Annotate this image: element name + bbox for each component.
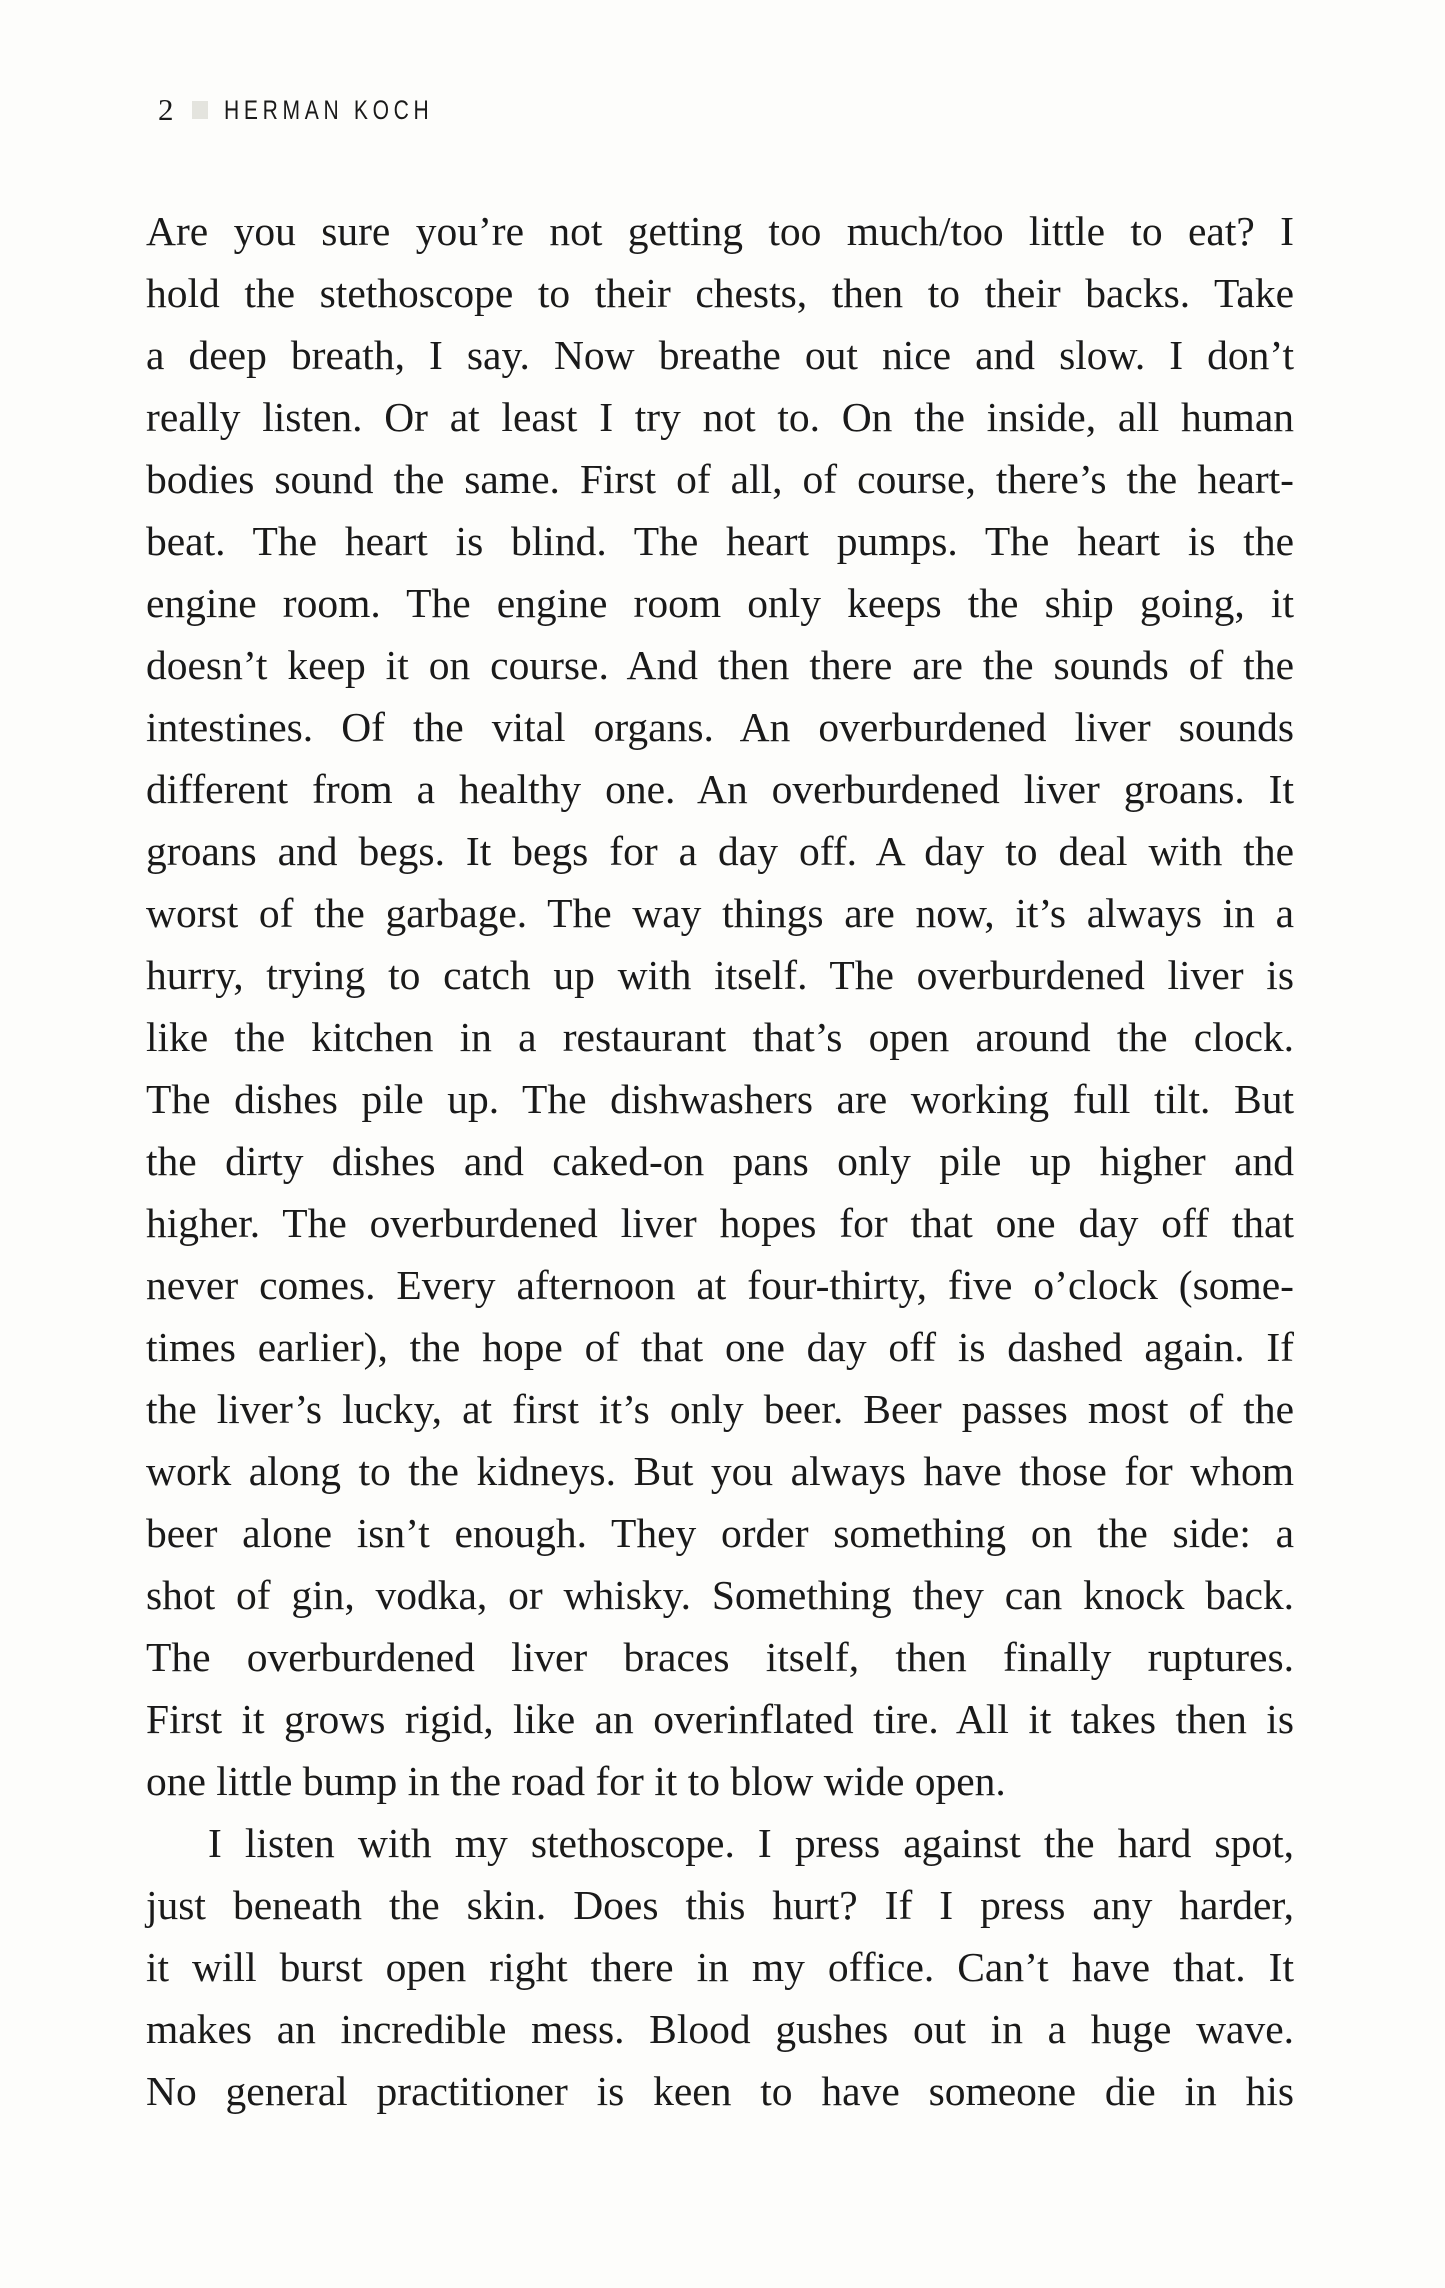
body-text xyxy=(146,200,1294,2122)
text-line: No general practitioner is keen to have someone die in his xyxy=(146,2068,1294,2114)
text-line: shot of gin, vodka, or whisky. Something they can knock back. xyxy=(146,1572,1294,1618)
text-line: one little bump in the road for it to blow wide open. xyxy=(146,1758,1006,1804)
ornament-square-icon xyxy=(192,101,208,119)
text-line: the dirty dishes and caked-on pans only pile up higher and xyxy=(146,1138,1294,1184)
text-line: a deep breath, I say. Now breathe out nice and slow. I don’t xyxy=(146,332,1294,378)
text-line: work along to the kidneys. But you always have those for whom xyxy=(146,1448,1294,1494)
text-line: really listen. Or at least I try not to. On the inside, all human xyxy=(146,394,1294,440)
text-line: groans and begs. It begs for a day off. A day to deal with the xyxy=(146,828,1294,874)
paragraph xyxy=(146,200,1294,1812)
text-line: worst of the garbage. The way things are now, it’s always in a xyxy=(146,890,1294,936)
text-line: beat. The heart is blind. The heart pumps. The heart is the xyxy=(146,518,1294,564)
text-line: engine room. The engine room only keeps the ship going, it xyxy=(146,580,1294,626)
text-line: like the kitchen in a restaurant that’s open around the clock. xyxy=(146,1014,1294,1060)
text-line: intestines. Of the vital organs. An overburdened liver sounds xyxy=(146,704,1294,750)
text-line: higher. The overburdened liver hopes for that one day off that xyxy=(146,1200,1294,1246)
text-line: the liver’s lucky, at first it’s only beer. Beer passes most of the xyxy=(146,1386,1294,1432)
text-line: I listen with my stethoscope. I press against the hard spot, xyxy=(208,1820,1294,1866)
text-line: bodies sound the same. First of all, of course, there’s the heart- xyxy=(146,456,1294,502)
text-line: it will burst open right there in my office. Can’t have that. It xyxy=(146,1944,1294,1990)
text-line: times earlier), the hope of that one day off is dashed again. If xyxy=(146,1324,1294,1370)
text-line: doesn’t keep it on course. And then there are the sounds of the xyxy=(146,642,1294,688)
running-head xyxy=(158,90,492,130)
text-line: different from a healthy one. An overburdened liver groans. It xyxy=(146,766,1294,812)
text-line: Are you sure you’re not getting too much/too little to eat? I xyxy=(146,208,1294,254)
paragraph xyxy=(146,1812,1294,2122)
text-line: The overburdened liver braces itself, then finally ruptures. xyxy=(146,1634,1294,1680)
text-line: The dishes pile up. The dishwashers are working full tilt. But xyxy=(146,1076,1294,1122)
text-line: beer alone isn’t enough. They order something on the side: a xyxy=(146,1510,1294,1556)
text-line: makes an incredible mess. Blood gushes out in a huge wave. xyxy=(146,2006,1294,2052)
page-number: 2 xyxy=(158,92,174,127)
text-line: just beneath the skin. Does this hurt? If I press any harder, xyxy=(146,1882,1294,1928)
text-line: hurry, trying to catch up with itself. The overburdened liver is xyxy=(146,952,1294,998)
text-line: hold the stethoscope to their chests, then to their backs. Take xyxy=(146,270,1294,316)
author-name: HERMAN KOCH xyxy=(223,94,433,125)
text-line: never comes. Every afternoon at four-thirty, five o’clock (some- xyxy=(146,1262,1294,1308)
text-line: First it grows rigid, like an overinflated tire. All it takes then is xyxy=(146,1696,1294,1742)
